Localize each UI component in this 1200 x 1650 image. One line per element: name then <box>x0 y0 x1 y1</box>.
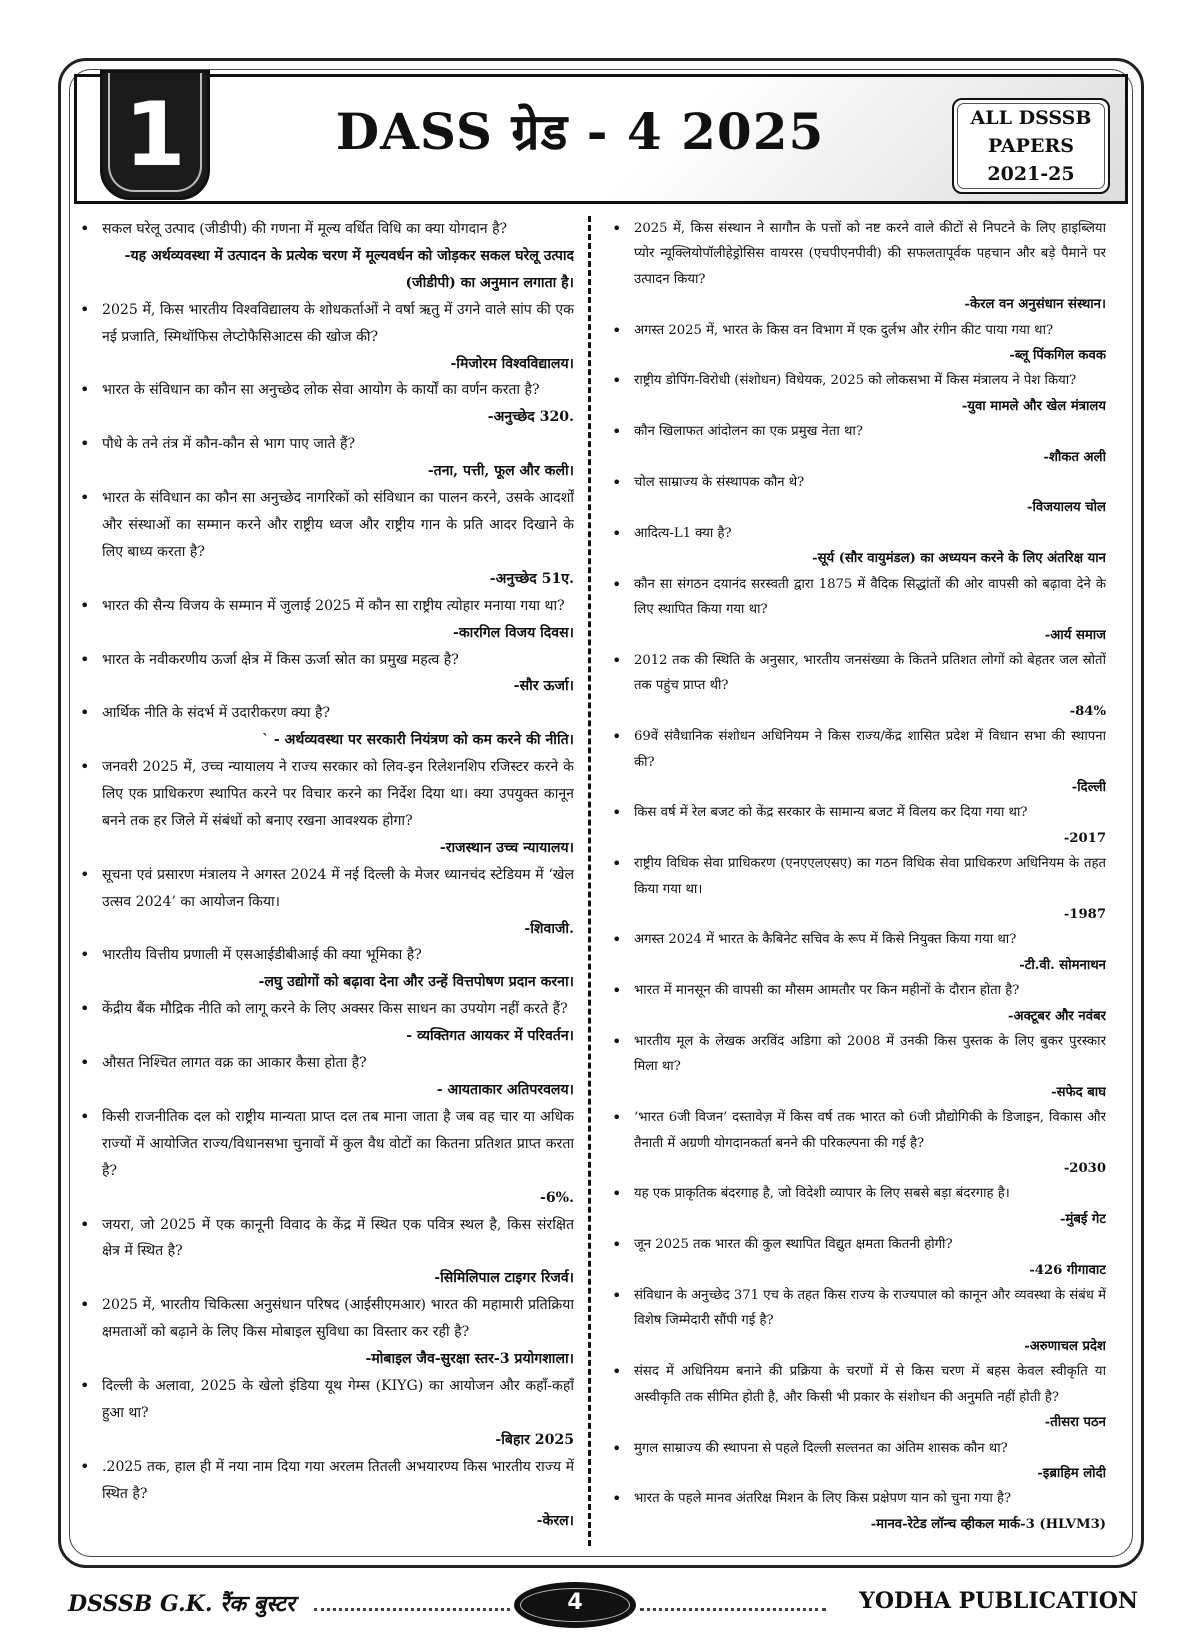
question-text: • सकल घरेलू उत्पाद (जीडीपी) की गणना में मूल्य वर्धित विधि का क्या योगदान है? <box>102 221 508 237</box>
answer-text: -टी.वी. सोमनाथन <box>1019 957 1106 973</box>
question-item <box>76 1454 574 1535</box>
question-item <box>76 942 574 996</box>
answer-text: -मोबाइल जैव-सुरक्षा स्तर-3 प्रयोगशाला। <box>365 1351 574 1368</box>
question-text: • 2025 में, भारतीय चिकित्सा अनुसंधान परिषद (आईसीएमआर) भारत की महामारी प्रतिक्रिया क्षमताओं को बढ़ाने के लिए किस मोबाइल सुविधा का विस्तार कर रही है? <box>102 1297 574 1341</box>
answer-text: ` - अर्थव्यवस्था पर सरकारी नियंत्रण को कम करने की नीति। <box>261 732 574 749</box>
question-item <box>608 521 1106 572</box>
answer-text: -6%. <box>540 1189 574 1206</box>
chapter-tab <box>100 70 210 200</box>
question-text: • चोल साम्राज्य के संस्थापक कौन थे? <box>634 475 805 491</box>
answer-text: -केरल वन अनुसंधान संस्थान। <box>964 297 1106 313</box>
question-item <box>76 754 574 862</box>
question-text: • भारतीय मूल के लेखक अरविंद अडिगा को 2008 में उनकी किस पुस्तक के लिए बुकर पुरस्कार मिला था? <box>634 1034 1106 1075</box>
question-item <box>608 318 1106 369</box>
answer-text: -दिल्ली <box>1071 779 1106 795</box>
chapter-number: 1 <box>124 83 186 186</box>
question-text: • भारत की सैन्य विजय के सम्मान में जुलाई 2025 में कौन सा राष्ट्रीय त्योहार मनाया गया था? <box>102 597 565 614</box>
footer-dots-right <box>640 1608 826 1612</box>
question-text: • 2025 में, किस संस्थान ने सागौन के पत्तों को नष्ट करने वाले कीटों से निपटने के लिए हाइब्लिया प्योर न्यूक्लियोपॉलीहेड्रोसिस वायरस (एचपीएनपीवी) की सफलतापूर्वक पहचान और बड़े पैमाने पर उत्पादन किया? <box>634 221 1106 287</box>
question-item <box>608 572 1106 648</box>
answer-text: -मुंबई गेट <box>1059 1211 1106 1227</box>
question-text: • कौन खिलाफत आंदोलन का एक प्रमुख नेता था? <box>634 424 863 440</box>
question-text: • आर्थिक नीति के संदर्भ में उदारीकरण क्या है? <box>102 705 331 722</box>
question-text: • किसी राजनीतिक दल को राष्ट्रीय मान्यता प्राप्त दल तब माना जाता है जब वह चार या अधिक राज्यों में आयोजित राज्य/विधानसभा चुनावों में कुल वैध वोटों का कितना प्रतिशत प्राप्त करता है? <box>102 1108 574 1179</box>
answer-text: -यह अर्थव्यवस्था में उत्पादन के प्रत्येक चरण में मूल्यवर्धन को जोड़कर सकल घरेलू उत्पाद (जीडीपी) का अनुमान लगाता है। <box>124 247 574 291</box>
question-item <box>608 1181 1106 1232</box>
left-column <box>76 216 574 1546</box>
question-item <box>76 216 574 297</box>
question-item <box>608 1283 1106 1359</box>
question-text: • दिल्ली के अलावा, 2025 के खेलो इंडिया यूथ गेम्स (KIYG) का आयोजन और कहाँ-कहाँ हुआ था? <box>102 1377 574 1421</box>
question-item <box>608 851 1106 927</box>
question-item <box>608 470 1106 521</box>
answer-text: -अनुच्छेद 320. <box>487 409 574 426</box>
question-item <box>608 1105 1106 1181</box>
question-item <box>76 297 574 378</box>
answer-text: -लघु उद्योगों को बढ़ावा देना और उन्हें वित्तपोषण प्रदान करना। <box>258 974 574 991</box>
question-item <box>608 368 1106 419</box>
question-item <box>76 1050 574 1104</box>
right-column <box>608 216 1106 1546</box>
question-text: • भारत के पहले मानव अंतरिक्ष मिशन के लिए किस प्रक्षेपण यान को चुना गया है? <box>634 1491 1012 1507</box>
question-text: • .2025 तक, हाल ही में नया नाम दिया गया अरलम तितली अभयारण्य किस भारतीय राज्य में स्थित है? <box>102 1458 574 1502</box>
question-item <box>608 927 1106 978</box>
question-item <box>76 647 574 701</box>
question-text: • ‘भारत 6जी विजन’ दस्तावेज़ में किस वर्ष तक भारत को 6जी प्रौद्योगिकी के डिजाइन, विकास और तैनाती में अग्रणी योगदानकर्ता बनने की परिकल्पना की गई है? <box>634 1110 1106 1151</box>
question-item <box>76 377 574 431</box>
question-text: • भारतीय वित्तीय प्रणाली में एसआईडीबीआई की क्या भूमिका है? <box>102 947 422 964</box>
question-text: • संविधान के अनुच्छेद 371 एच के तहत किस राज्य के राज्यपाल को कानून और व्यवस्था के संबंध में विशेष जिम्मेदारी सौंपी गई है? <box>634 1288 1106 1329</box>
answer-text: -अरुणाचल प्रदेश <box>1024 1338 1106 1354</box>
answer-text: - आयताकार अतिपरवलय। <box>436 1082 574 1098</box>
question-text: • जयरा, जो 2025 में एक कानूनी विवाद के केंद्र में स्थित एक पवित्र स्थल है, किस संरक्षित क्षेत्र में स्थित है? <box>102 1216 574 1260</box>
question-text: • भारत के संविधान का कौन सा अनुच्छेद लोक सेवा आयोग के कार्यों का वर्णन करता है? <box>102 382 540 399</box>
question-item <box>608 216 1106 318</box>
question-text: • 2012 तक की स्थिति के अनुसार, भारतीय जनसंख्या के कितने प्रतिशत लोगों को बेहतर जल स्रोतों तक पहुंच प्राप्त थी? <box>634 652 1106 694</box>
answer-text: -विजयालय चोल <box>1027 500 1106 516</box>
question-text: • अगस्त 2024 में भारत के कैबिनेट सचिव के रूप में किसे नियुक्त किया गया था? <box>634 932 1017 948</box>
answer-text: -तना, पत्ती, फूल और कली। <box>427 463 574 480</box>
question-item <box>76 593 574 647</box>
question-text: • 2025 में, किस भारतीय विश्वविद्यालय के शोधकर्ताओं ने वर्षा ऋतु में उगने वाले सांप की एक नई प्रजाति, स्मिथॉफिस लेप्टोफैसिआटस की खोज की? <box>102 301 574 345</box>
question-text: • मुगल साम्राज्य की स्थापना से पहले दिल्ली सल्तनत का अंतिम शासक कौन था? <box>634 1440 1008 1456</box>
question-text: • भारत में मानसून की वापसी का मौसम आमतौर पर किन महीनों के दौरान होता है? <box>634 983 1020 999</box>
answer-text: -426 गीगावाट <box>1029 1262 1106 1278</box>
footer-dots-left <box>314 1608 510 1612</box>
badge-line-1: ALL DSSSB <box>970 107 1092 129</box>
question-item <box>76 431 574 485</box>
question-text: • यह एक प्राकृतिक बंदरगाह है, जो विदेशी व्यापार के लिए सबसे बड़ा बंदरगाह है। <box>634 1186 1010 1202</box>
question-text: • पौधे के तने तंत्र में कौन-कौन से भाग पाए जाते हैं? <box>102 436 356 453</box>
answer-text: -केरल। <box>536 1512 574 1529</box>
answer-text: -सिमिलिपाल टाइगर रिजर्व। <box>434 1270 574 1287</box>
question-item <box>76 485 574 593</box>
answer-text: - व्यक्तिगत आयकर में परिवर्तन। <box>406 1028 574 1045</box>
question-item <box>608 1486 1106 1537</box>
question-text: • भारत के नवीकरणीय ऊर्जा क्षेत्र में किस ऊर्जा स्रोत का प्रमुख महत्व है? <box>102 651 459 668</box>
question-item <box>608 800 1106 851</box>
question-item <box>76 700 574 754</box>
question-item <box>608 1232 1106 1283</box>
answer-text: -अक्टूबर और नवंबर <box>1008 1008 1106 1024</box>
question-item <box>76 1373 574 1454</box>
answer-text: -1987 <box>1063 906 1106 922</box>
badge-line-3: 2021-25 <box>987 163 1075 185</box>
page-footer <box>68 1580 1138 1630</box>
answer-text: -2017 <box>1063 830 1106 846</box>
answer-text: -तीसरा पठन <box>1044 1415 1106 1431</box>
badge-line-2: PAPERS <box>988 135 1074 157</box>
answer-text: -84% <box>1069 703 1106 719</box>
column-divider <box>588 216 591 1546</box>
answer-text: -शिवाजी. <box>524 920 574 937</box>
papers-badge <box>952 98 1110 194</box>
answer-text: -मानव-रेटेड लॉन्च व्हीकल मार्क-3 (HLVM3) <box>870 1516 1106 1532</box>
question-item <box>608 1029 1106 1105</box>
question-text: • भारत के संविधान का कौन सा अनुच्छेद नागरिकों को संविधान का पालन करने, उसके आदर्शों और संस्थाओं का सम्मान करने और राष्ट्रीय ध्वज और राष्ट्रीय गान के प्रति आदर दिखाने के लिए बाध्य करता है? <box>102 490 574 560</box>
question-text: • संसद में अधिनियम बनाने की प्रक्रिया के चरणों में से किस चरण में बहस केवल स्वीकृति या अस्वीकृति तक सीमित होती है, और किसी भी प्रकार के संशोधन की अनुमति नहीं होती है? <box>634 1364 1106 1405</box>
question-text: • सूचना एवं प्रसारण मंत्रालय ने अगस्त 2024 में नई दिल्ली के मेजर ध्यानचंद स्टेडियम में ‘खेल उत्सव 2024’ का आयोजन किया। <box>102 866 574 910</box>
answer-text: -सफेद बाघ <box>1051 1084 1106 1100</box>
question-text: • राष्ट्रीय विधिक सेवा प्राधिकरण (एनएएलएसए) का गठन विधिक सेवा प्राधिकरण अधिनियम के तहत किया गया था। <box>634 856 1106 897</box>
answer-text: -बिहार 2025 <box>495 1431 574 1448</box>
question-item <box>76 1212 574 1293</box>
answer-text: -शौकत अली <box>1043 449 1106 465</box>
answer-text: -ब्लू पिंकगिल कवक <box>1009 348 1106 364</box>
answer-text: -राजस्थान उच्च न्यायालय। <box>439 839 574 856</box>
answer-text: -2030 <box>1063 1161 1106 1177</box>
answer-text: -कारगिल विजय दिवस। <box>453 624 574 641</box>
page-title: DASS ग्रेड - 4 2025 <box>335 102 825 161</box>
footer-publisher: YODHA PUBLICATION <box>859 1588 1138 1614</box>
question-text: • राष्ट्रीय डोपिंग-विरोधी (संशोधन) विधेयक, 2025 को लोकसभा में किस मंत्रालय ने पेश किया? <box>634 373 1077 389</box>
question-item <box>608 1359 1106 1435</box>
answer-text: -युवा मामले और खेल मंत्रालय <box>961 398 1106 414</box>
question-item <box>608 724 1106 800</box>
footer-series-title: DSSSB G.K. रैंक बुस्टर <box>68 1591 295 1617</box>
question-text: • जनवरी 2025 में, उच्च न्यायालय ने राज्य सरकार को लिव-इन रिलेशनशिप रजिस्टर करने के लिए एक प्राधिकरण स्थापित करने पर विचार करने का निर्देश दिया था। क्या उपयुक्त कानून बनने तक हर जिले में संबंधों को बनाए रखना आवश्यक होगा? <box>102 759 574 829</box>
question-text: • 69वें संवैधानिक संशोधन अधिनियम ने किस राज्य/केंद्र शासित प्रदेश में विधान सभा की स्थापना की? <box>634 729 1106 770</box>
question-text: • आदित्य-L1 क्या है? <box>634 525 732 541</box>
answer-text: -सूर्य (सौर वायुमंडल) का अध्ययन करने के लिए अंतरिक्ष यान <box>812 551 1106 567</box>
question-item <box>76 996 574 1050</box>
answer-text: -आर्य समाज <box>1044 627 1106 643</box>
question-item <box>608 1436 1106 1487</box>
question-text: • केंद्रीय बैंक मौद्रिक नीति को लागू करने के लिए अक्सर किस साधन का उपयोग नहीं करते हैं? <box>102 1001 568 1018</box>
answer-text: -सौर ऊर्जा। <box>513 678 574 695</box>
question-item <box>608 648 1106 724</box>
question-item <box>76 862 574 943</box>
question-item <box>608 419 1106 470</box>
question-text: • जून 2025 तक भारत की कुल स्थापित विद्युत क्षमता कितनी होगी? <box>634 1237 953 1253</box>
question-text: • कौन सा संगठन दयानंद सरस्वती द्वारा 1875 में वैदिक सिद्धांतों की ओर वापसी को बढ़ावा देने के लिए स्थापित किया गया था? <box>634 576 1106 618</box>
question-item <box>608 978 1106 1029</box>
question-text: • औसत निश्चित लागत वक्र का आकार कैसा होता है? <box>102 1055 367 1072</box>
answer-text: -मिजोरम विश्वविद्यालय। <box>450 355 574 372</box>
question-item <box>76 1292 574 1373</box>
answer-text: -अनुच्छेद 51ए. <box>489 570 574 587</box>
question-item <box>76 1104 574 1212</box>
question-text: • अगस्त 2025 में, भारत के किस वन विभाग में एक दुर्लभ और रंगीन कीट पाया गया था? <box>634 322 1054 338</box>
question-text: • किस वर्ष में रेल बजट को केंद्र सरकार के सामान्य बजट में विलय कर दिया गया था? <box>634 805 1028 821</box>
page-number: 4 <box>567 1590 583 1615</box>
answer-text: -इब्राहिम लोदी <box>1037 1465 1106 1481</box>
page-number-oval <box>514 1582 636 1628</box>
